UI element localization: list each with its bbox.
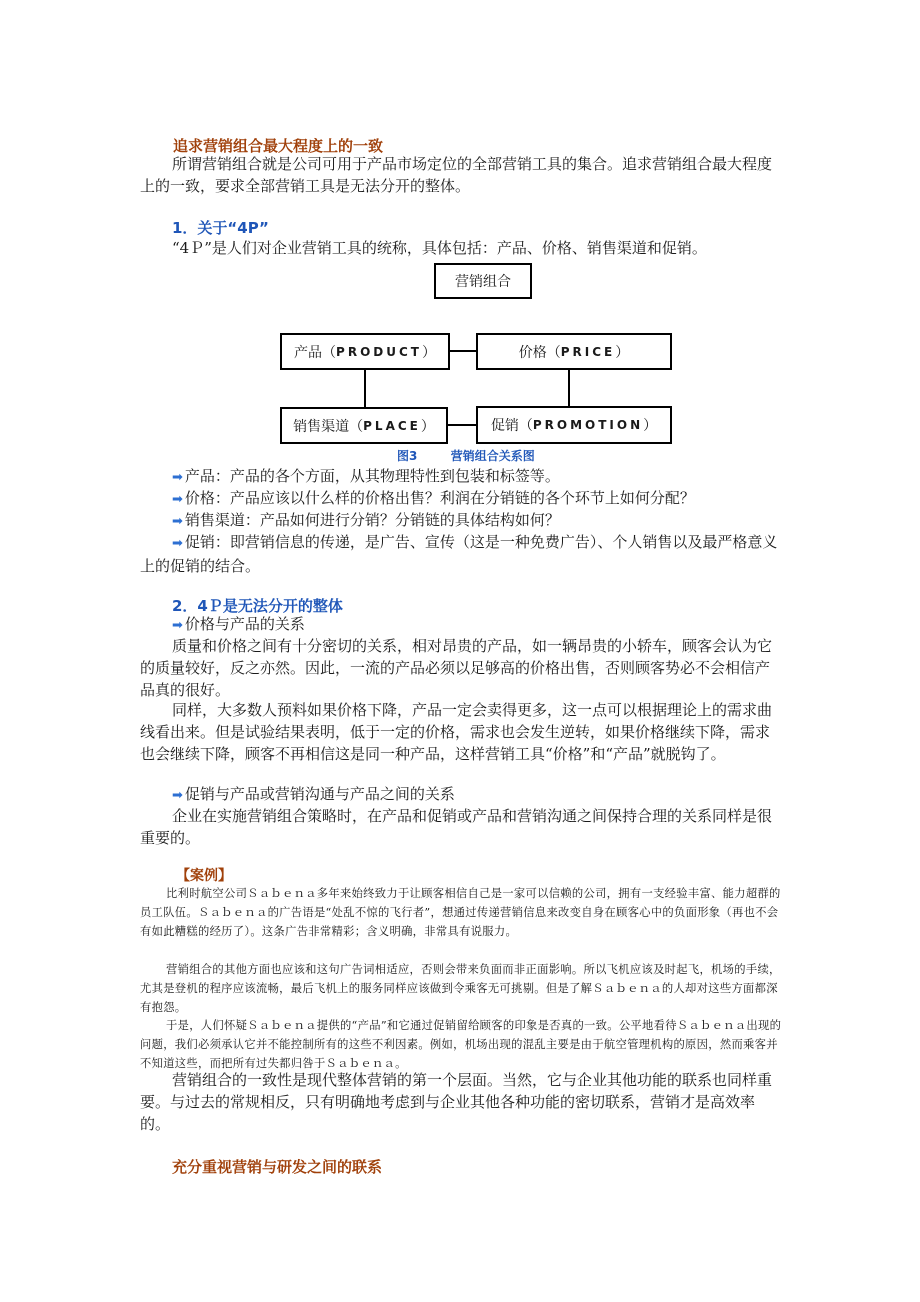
figure-caption: 图3 营销组合关系图 — [397, 449, 535, 463]
arrow-right-icon: ➡ — [172, 618, 183, 633]
diagram-box-price: 价格（ PRICE ） — [476, 333, 672, 370]
bullet-place: ➡ 销售渠道：产品如何进行分销？分销链的具体结构如何？ — [172, 511, 560, 529]
subheading-promotion-product: ➡ 促销与产品或营销沟通与产品之间的关系 — [172, 785, 455, 803]
section-heading-consistency: 追求营销组合最大程度上的一致 — [173, 137, 384, 155]
section1-text: “4Ｐ”是人们对企业营销工具的统称，具体包括：产品、价格、销售渠道和促销。 — [172, 239, 707, 257]
arrow-right-icon: ➡ — [172, 514, 183, 529]
arrow-right-icon: ➡ — [172, 492, 183, 507]
case-paragraph-3: 于是，人们怀疑Ｓａｂｅｎａ提供的“产品”和它通过促销留给顾客的印象是否真的一致。公平地看待Ｓａｂｅｎａ出现的问题，我们必须承认它并不能控制所有的这些不利因素。例如，机场出现的混乱主要是由于航空管理机构的原因，然而乘客并不知道这些，而把所有过失都归咎于Ｓａｂｅｎａ。 — [140, 1019, 782, 1070]
case-paragraph-2: 营销组合的其他方面也应该和这句广告词相适应，否则会带来负面而非正面影响。所以飞机应该及时起飞，机场的手续，尤其是登机的程序应该流畅，最后飞机上的服务同样应该做到令乘客无可挑剔。但是了解Ｓａｂｅｎａ的人却对这些方面都深有抱怨。 — [140, 963, 781, 1014]
diagram-box-promotion: 促销（ PROMOTION ） — [476, 406, 672, 444]
paragraph-demand-curve: 同样，大多数人预料如果价格下降，产品一定会卖得更多，这一点可以根据理论上的需求曲线看出来。但是试验结果表明，低于一定的价格，需求也会发生逆转，如果价格继续下降，需求也会继续下降，顾客不再相信这是同一种产品，这样营销工具“价格”和“产品”就脱钩了。 — [140, 701, 773, 763]
closing-paragraph: 营销组合的一致性是现代整体营销的第一个层面。当然，它与企业其他功能的联系也同样重要。与过去的常规相反，只有明确地考虑到与企业其他各种功能的密切联系，营销才是高效率的。 — [140, 1071, 773, 1133]
section-heading-rnd: 充分重视营销与研发之间的联系 — [172, 1158, 383, 1176]
case-paragraph-1: 比利时航空公司Ｓａｂｅｎａ多年来始终致力于让顾客相信自己是一家可以信赖的公司，拥有一支经验丰富、能力超群的员工队伍。Ｓａｂｅｎａ的广告语是“处乱不惊的飞行者”，想通过传递营销信息来改变自身在顾客心中的负面形象（再也不会有如此糟糕的经历了）。这条广告非常精彩；含义明确，非常具有说服力。 — [140, 887, 781, 938]
bullet-price: ➡ 价格：产品应该以什么样的价格出售？利润在分销链的各个环节上如何分配？ — [172, 489, 695, 507]
section1-title: 1．关于“4P” — [172, 219, 269, 237]
arrow-right-icon: ➡ — [172, 788, 183, 803]
case-heading: 【案例】 — [176, 868, 232, 884]
paragraph-quality-price: 质量和价格之间有十分密切的关系，相对昂贵的产品，如一辆昂贵的小轿车，顾客会认为它的质量较好，反之亦然。因此，一流的产品必须以足够高的价格出售，否则顾客势必不会相信产品真的很好。 — [140, 637, 773, 699]
diagram-box-product: 产品（ PRODUCT ） — [280, 333, 450, 370]
paragraph-promotion-product: 企业在实施营销组合策略时，在产品和促销或产品和营销沟通之间保持合理的关系同样是很重要的。 — [140, 807, 773, 847]
connector-price-promotion — [568, 369, 570, 409]
arrow-right-icon: ➡ — [172, 536, 183, 551]
diagram-box-marketing-mix: 营销组合 — [434, 263, 532, 299]
bullet-product: ➡ 产品：产品的各个方面，从其物理特性到包装和标签等。 — [172, 467, 560, 485]
subheading-price-product: ➡ 价格与产品的关系 — [172, 615, 305, 633]
connector-product-price — [449, 350, 477, 352]
bullet-promotion: ➡ 促销：即营销信息的传递，是广告、宣传（这是一种免费广告）、个人销售以及最严格意义上的促销的结合。 — [140, 533, 778, 575]
diagram-box-place: 销售渠道（ PLACE ） — [280, 407, 448, 444]
connector-product-place — [364, 369, 366, 409]
arrow-right-icon: ➡ — [172, 470, 183, 485]
section2-title: 2．4Ｐ是无法分开的整体 — [172, 597, 343, 615]
connector-place-promotion — [447, 424, 477, 426]
intro-paragraph: 所谓营销组合就是公司可用于产品市场定位的全部营销工具的集合。追求营销组合最大程度上的一致，要求全部营销工具是无法分开的整体。 — [140, 155, 773, 195]
